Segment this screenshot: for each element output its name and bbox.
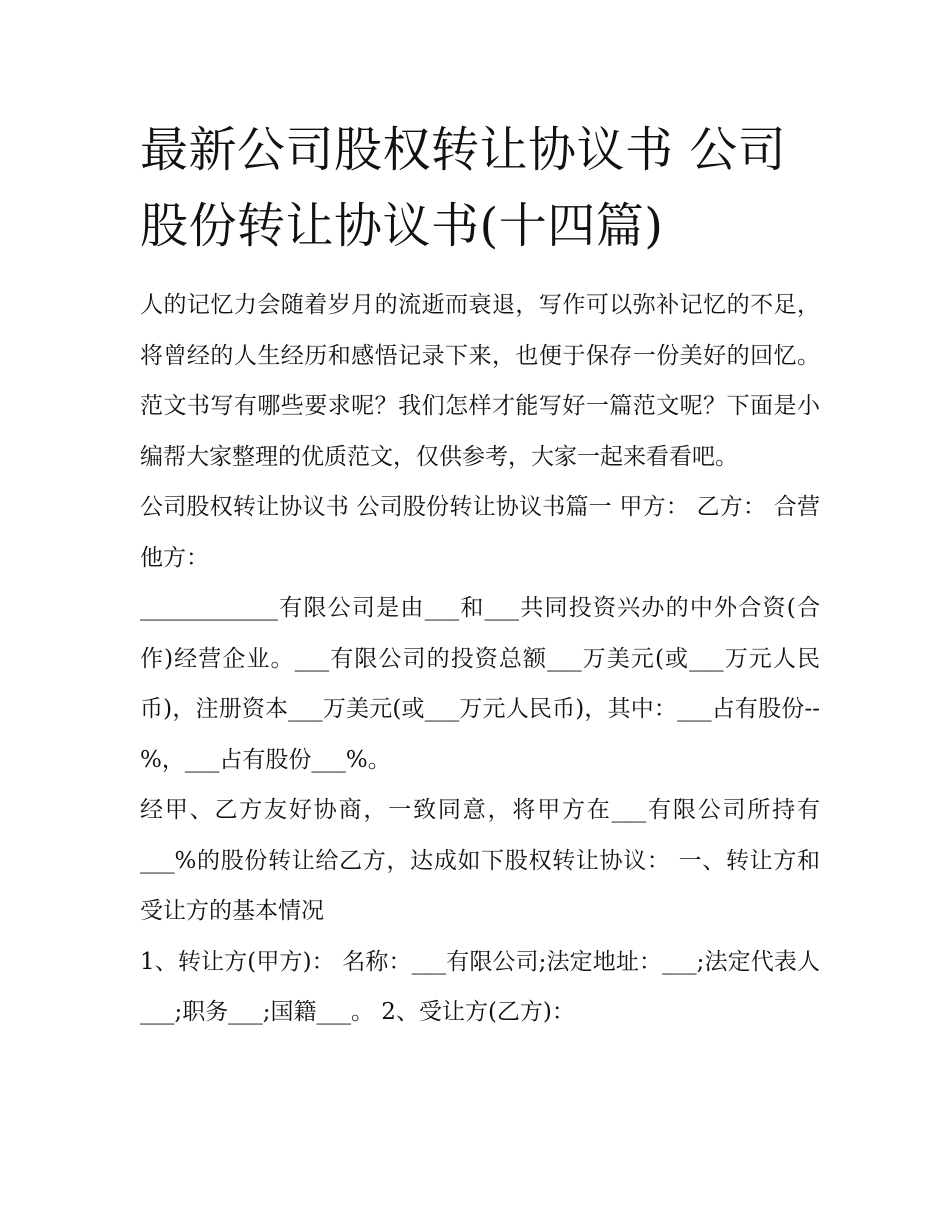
- paragraph-company-info: ____________有限公司是由___和___共同投资兴办的中外合资(合作)经营企业。___有限公司的投资总额___万美元(或___万元人民币)，注册资本___万美元(或___万元人民币)，其中：___占有股份--%，___占有股份___%。: [140, 595, 820, 773]
- paragraph-transferor: 1、转让方(甲方)： 名称：___有限公司;法定地址：___;法定代表人___;职务___;国籍___。 2、受让方(乙方)：: [140, 948, 820, 1025]
- document-title: 最新公司股权转让协议书 公司股份转让协议书(十四篇): [140, 122, 787, 254]
- paragraph-intro: 人的记忆力会随着岁月的流逝而衰退，写作可以弥补记忆的不足，将曾经的人生经历和感悟记录下来，也便于保存一份美好的回忆。范文书写有哪些要求呢？我们怎样才能写好一篇范文呢？下面是小编帮大家整理的优质范文，仅供参考，大家一起来看看吧。: [140, 292, 820, 470]
- document-body: [140, 280, 820, 1038]
- paragraph-parties: 公司股权转让协议书 公司股份转让协议书篇一 甲方： 乙方： 合营他方：: [140, 494, 820, 571]
- paragraph-agreement: 经甲、乙方友好协商，一致同意，将甲方在___有限公司所持有___%的股份转让给乙方，达成如下股权转让协议： 一、转让方和受让方的基本情况: [140, 797, 820, 924]
